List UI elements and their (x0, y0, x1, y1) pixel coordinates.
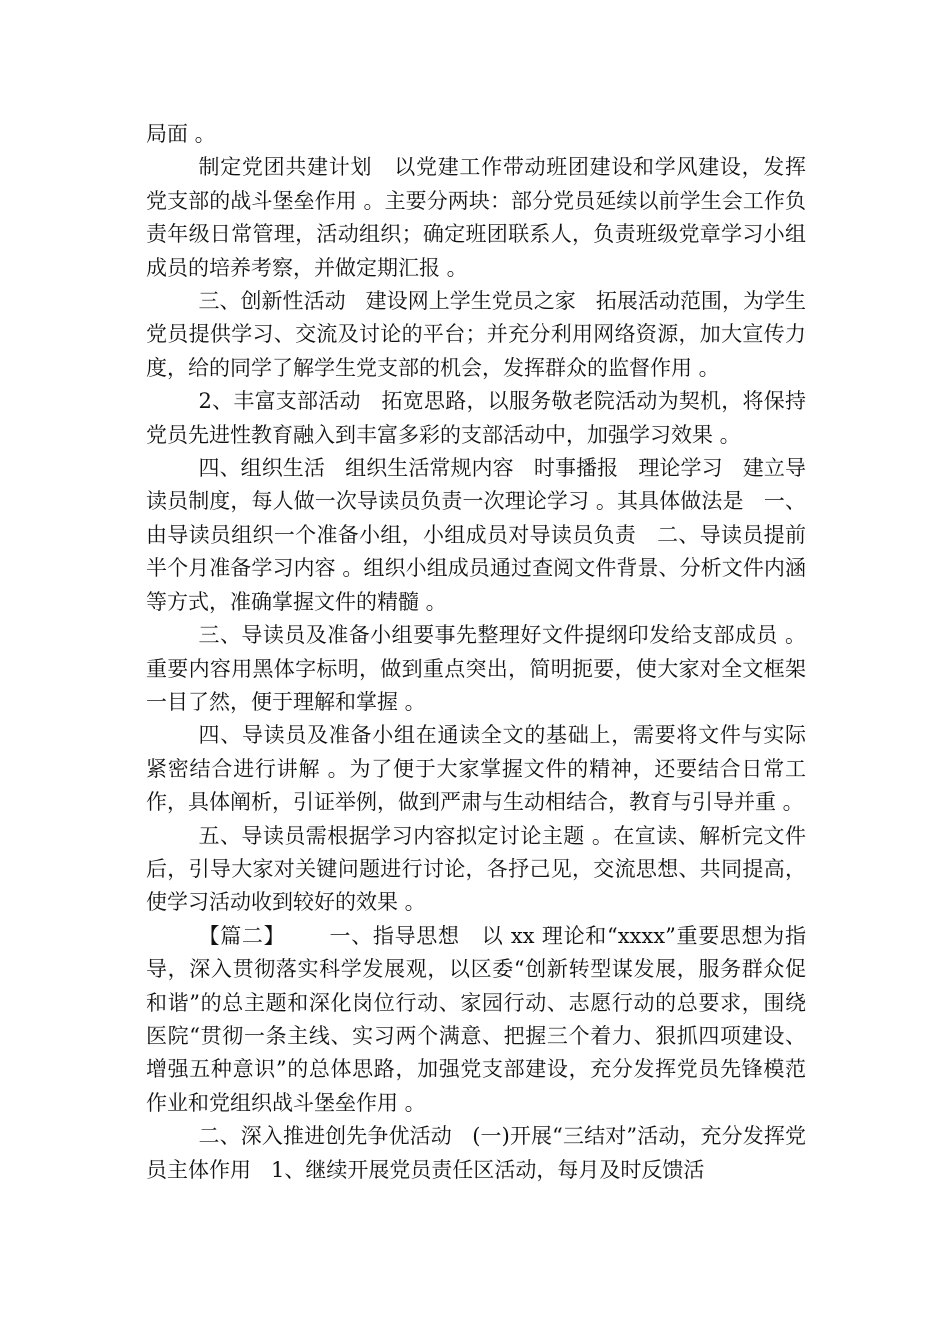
paragraph-discussion-topic: 五、导读员需根据学习内容拟定讨论主题 。在宣读、解析完文件后，引导大家对关键问题进行讨论，各抒己见，交流思想、共同提高，使学习活动收到较好的效果 。 (146, 823, 806, 915)
paragraph-part-two-guiding-thought: 【篇二】 一、指导思想 以 xx 理论和“xxxx”重要思想为指导，深入贯彻落实科学发展观，以区委“创新转型谋发展，服务群众促和谐”的总主题和深化岗位行动、家园行动、志愿行动的总要求，围绕医院“贯彻一条主线、实习两个满意、把握三个着力、狠抓四项建设、增强五种意识”的总体思路，加强党支部建设，充分发挥党员先锋模范作业和党组织战斗堡垒作用 。 (146, 923, 806, 1115)
document-page (146, 118, 806, 1187)
paragraph-party-league-plan: 制定党团共建计划 以党建工作带动班团建设和学风建设，发挥党支部的战斗堡垒作用 。主要分两块：部分党员延续以前学生会工作负责年级日常管理，活动组织；确定班团联系人，负责班级党章学习小组成员的培养考察，并做定期汇报 。 (146, 155, 806, 280)
paragraph-innovative-activity: 三、创新性活动 建设网上学生党员之家 拓展活动范围，为学生党员提供学习、交流及讨论的平台；并充分利用网络资源，加大宣传力度，给的同学了解学生党支部的机会，发挥群众的监督作用 。 (146, 289, 806, 380)
paragraph-continuation: 局面 。 (146, 122, 216, 146)
paragraph-excellence-activity: 二、深入推进创先争优活动 (一)开展“三结对”活动，充分发挥党员主体作用 1、继续开展党员责任区活动，每月及时反馈活 (146, 1124, 806, 1182)
paragraph-outline-preparation: 三、导读员及准备小组要事先整理好文件提纲印发给支部成员 。重要内容用黑体字标明，做到重点突出，简明扼要，使大家对全文框架一目了然，便于理解和掌握 。 (146, 623, 806, 714)
paragraph-branch-activity: 2、丰富支部活动 拓宽思路，以服务敬老院活动为契机，将保持党员先进性教育融入到丰富多彩的支部活动中，加强学习效果 。 (146, 389, 806, 447)
paragraph-explanation: 四、导读员及准备小组在通读全文的基础上，需要将文件与实际紧密结合进行讲解 。为了便于大家掌握文件的精神，还要结合日常工作，具体阐析，引证举例，做到严肃与生动相结合，教育与引导并重 。 (146, 723, 806, 815)
paragraph-organization-life: 四、组织生活 组织生活常规内容 时事播报 理论学习 建立导读员制度，每人做一次导读员负责一次理论学习 。其具体做法是 一、由导读员组织一个准备小组，小组成员对导读员负责 二、导读员提前半个月准备学习内容 。组织小组成员通过查阅文件背景、分析文件内涵等方式，准确掌握文件的精髓 。 (146, 456, 806, 614)
